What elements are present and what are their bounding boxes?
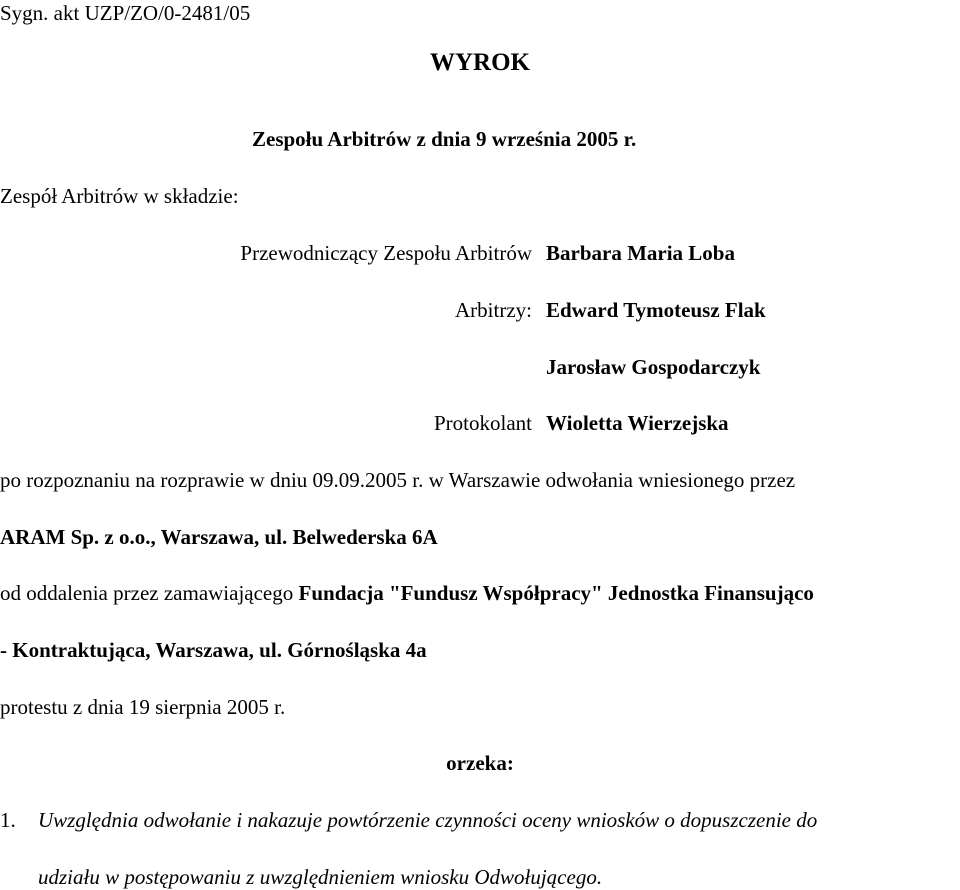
ruling-heading: orzeka: <box>446 751 514 775</box>
rejection-prefix: od oddalenia przez zamawiającego <box>0 581 299 605</box>
panel-intro: Zespół Arbitrów w składzie: <box>0 184 239 208</box>
case-signature: Sygn. akt UZP/ZO/0-2481/05 <box>0 1 251 25</box>
hearing-line: po rozpoznaniu na rozprawie w dniu 09.09.2005 r. w Warszawie odwołania wniesionego przez <box>0 468 796 492</box>
arbiter-name-1: Edward Tymoteusz Flak <box>546 298 766 322</box>
rejection-line <box>0 580 814 606</box>
clerk-label: Protokolant <box>434 411 532 435</box>
document-subtitle: Zespołu Arbitrów z dnia 9 września 2005 r. <box>252 127 637 151</box>
arbiters-label: Arbitrzy: <box>455 298 532 322</box>
ruling-text-line2: udziału w postępowaniu z uwzględnieniem wniosku Odwołującego. <box>38 865 603 889</box>
ruling-text-line1: Uwzględnia odwołanie i nakazuje powtórzenie czynności oceny wniosków o dopuszczenie do <box>38 808 818 832</box>
document-title: WYROK <box>430 49 530 76</box>
ordering-party-part1: Fundacja "Fundusz Współpracy" Jednostka Finansująco <box>298 581 814 605</box>
protest-line: protestu z dnia 19 sierpnia 2005 r. <box>0 695 286 719</box>
ordering-party-part2: - Kontraktująca, Warszawa, ul. Górnośląska 4a <box>0 638 427 662</box>
chair-name: Barbara Maria Loba <box>546 241 735 265</box>
clerk-name: Wioletta Wierzejska <box>546 411 729 435</box>
arbiter-name-2: Jarosław Gospodarczyk <box>546 355 761 379</box>
appellant: ARAM Sp. z o.o., Warszawa, ul. Belwederska 6A <box>0 525 438 549</box>
chair-label: Przewodniczący Zespołu Arbitrów <box>240 241 532 265</box>
ruling-number: 1. <box>0 808 16 832</box>
